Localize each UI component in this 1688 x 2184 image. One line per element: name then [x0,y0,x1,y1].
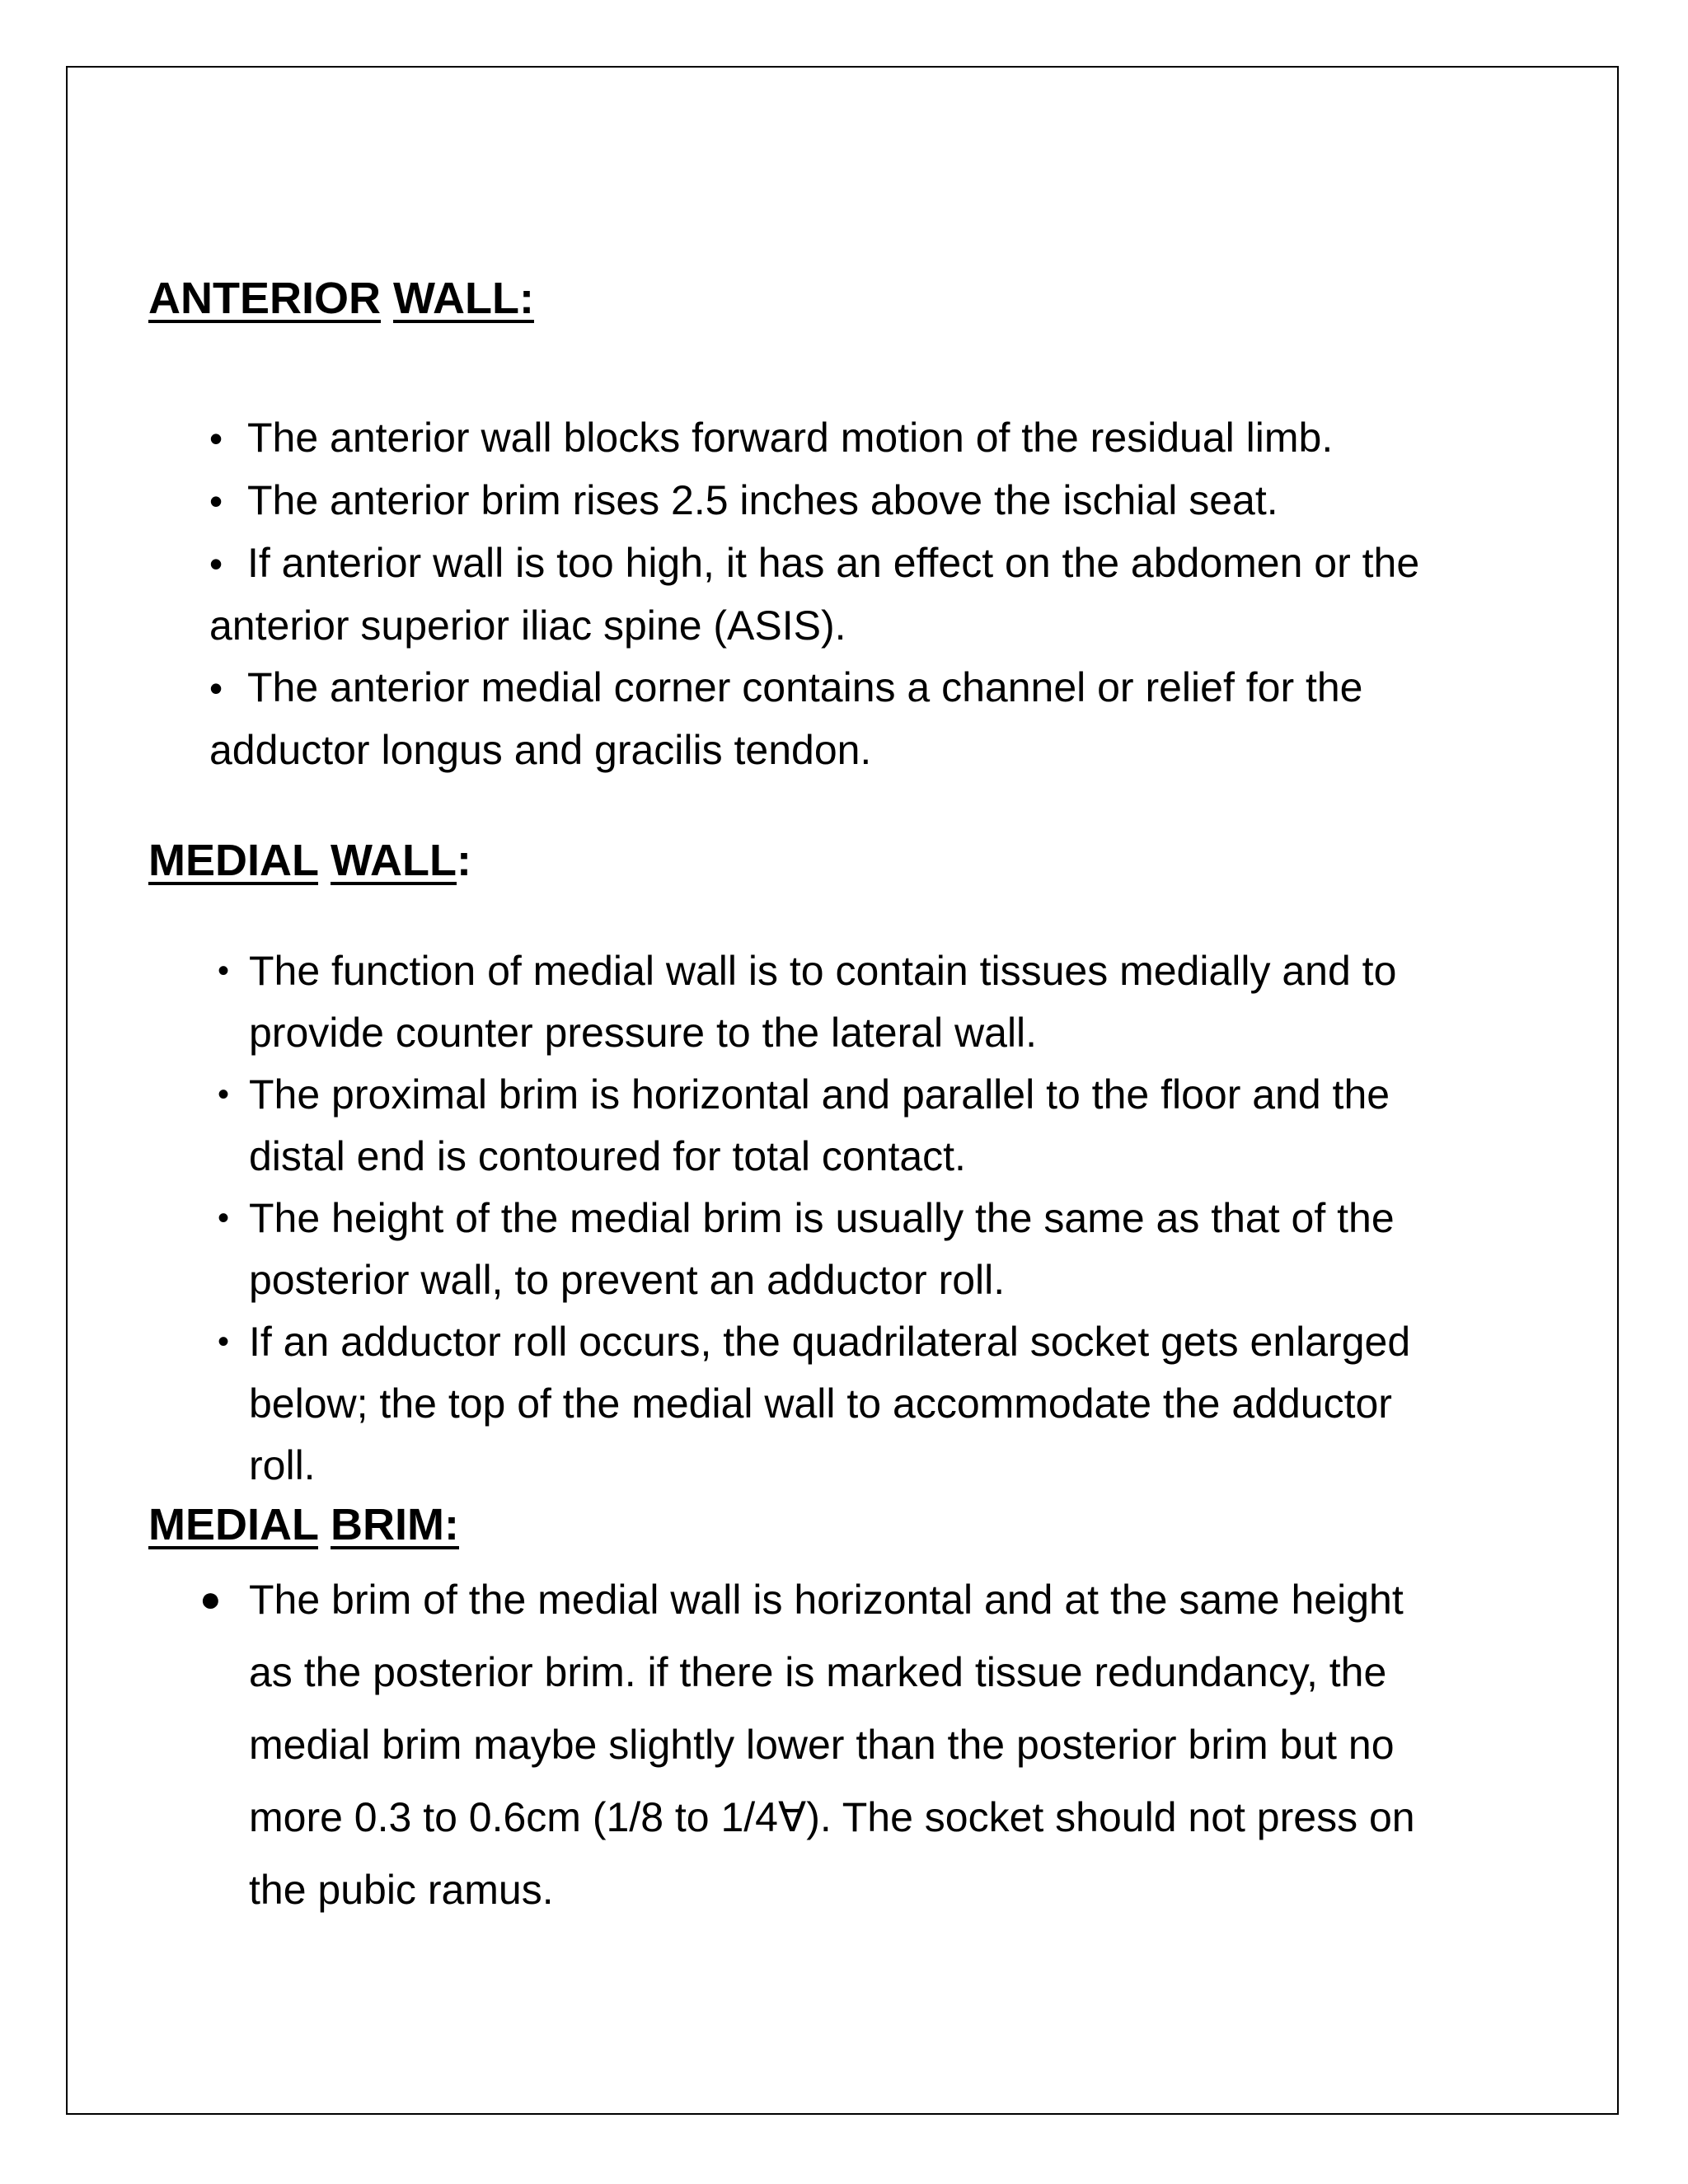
list-item [209,470,1419,532]
heading-word: BRIM: [331,1500,459,1549]
list-item-text: If anterior wall is too high, it has an effect on the abdomen or the [247,540,1420,586]
list-item [209,407,1419,470]
list-item [209,657,1419,719]
bullet-icon: • [218,1324,230,1360]
list-item-line: more 0.3 to 0.6cm (1/8 to 1/4∀). The socket should not press on [249,1794,1415,1840]
medial-brim-heading [148,1498,459,1552]
bullet-icon: • [218,1200,230,1236]
list-item-line: The brim of the medial wall is horizontal and at the same height [249,1577,1404,1623]
list-item-line: the pubic ramus. [249,1867,554,1913]
bullet-icon: • [209,667,223,710]
list-item-line: posterior wall, to prevent an adductor roll. [249,1257,1006,1303]
list-item-text: The anterior medial corner contains a channel or relief for the [247,664,1363,710]
heading-word: WALL [331,836,457,885]
anterior-wall-list [209,407,1419,781]
list-item-line: The height of the medial brim is usually the same as that of the [249,1195,1395,1241]
list-item-continuation [209,595,1419,657]
list-item-line: medial brim maybe slightly lower than the posterior brim but no [249,1722,1395,1768]
bullet-icon: • [218,1076,230,1113]
list-item-line: The proximal brim is horizontal and parallel to the floor and the [249,1071,1390,1118]
list-item-line: as the posterior brim. if there is marked tissue redundancy, the [249,1649,1387,1695]
heading-word: MEDIAL [148,836,319,885]
list-item-line: below; the top of the medial wall to accommodate the adductor [249,1380,1392,1427]
medial-wall-heading [148,834,471,888]
bullet-icon: • [209,542,223,585]
bullet-icon: • [209,417,223,460]
list-item-text: adductor longus and gracilis tendon. [209,727,872,773]
list-item-line: provide counter pressure to the lateral wall. [249,1010,1038,1056]
list-item [218,940,1410,1064]
medial-wall-list [218,940,1410,1497]
list-item-line: If an adductor roll occurs, the quadrilateral socket gets enlarged [249,1319,1411,1365]
bullet-icon: • [209,480,223,523]
bullet-icon: ● [199,1579,222,1619]
list-item [209,532,1419,595]
anterior-wall-heading [148,272,534,326]
list-item-line: distal end is contoured for total contact. [249,1133,966,1179]
heading-word: ANTERIOR [148,274,381,323]
heading-word: WALL: [393,274,534,323]
list-item [218,1188,1410,1311]
list-item-text: The anterior brim rises 2.5 inches above the ischial seat. [247,477,1278,523]
list-item-continuation [209,719,1419,781]
heading-colon: : [457,836,471,885]
heading-word: MEDIAL [148,1500,319,1549]
list-item [218,1064,1410,1188]
list-item-text: anterior superior iliac spine (ASIS). [209,602,846,649]
list-item-text: The anterior wall blocks forward motion of the residual limb. [247,415,1334,461]
medial-brim-list [199,1563,1415,1926]
list-item-line: roll. [249,1442,316,1488]
list-item [218,1311,1410,1497]
list-item-line: The function of medial wall is to contain tissues medially and to [249,948,1397,994]
list-item [199,1563,1415,1926]
bullet-icon: • [218,953,230,989]
